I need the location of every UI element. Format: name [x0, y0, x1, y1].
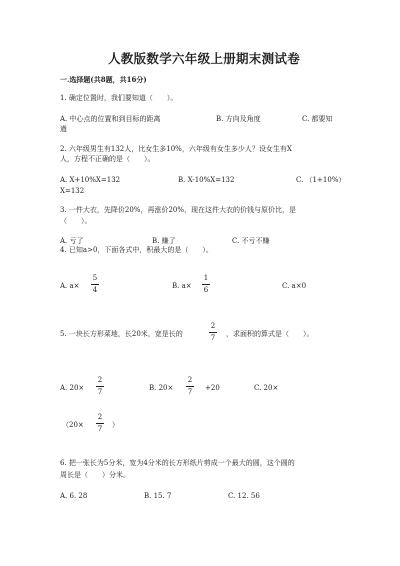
question-2-stem-line2: 人，方程不正确的是（ ）。	[60, 155, 155, 163]
fraction-bar	[91, 284, 99, 285]
question-4-option-a-fraction	[90, 275, 100, 294]
denominator: 7	[97, 388, 103, 396]
question-5-stem-end: ，求面积的算式是（ ）。	[226, 330, 314, 338]
question-5-option-c-fraction	[95, 414, 105, 433]
question-6-option-c: C. 12. 56	[228, 492, 260, 500]
page-title: 人教版数学六年级上册期末测试卷	[108, 51, 301, 66]
numerator: 2	[210, 322, 216, 330]
question-2-option-c-cont: X=132	[60, 187, 85, 195]
question-3-option-a: A. 亏了	[60, 237, 84, 245]
question-3-stem-line2: （ ）。	[60, 217, 92, 225]
question-4-option-c: C. a×0	[282, 282, 307, 290]
question-6-stem-line1: 6. 把一张长为5分米，宽为4分米的长方形纸片剪成一个最大的圆，这个圆的	[60, 459, 295, 467]
question-1-option-c: C. 都要知	[302, 115, 333, 123]
question-5-option-b: B. 20×	[149, 384, 174, 392]
question-1-option-b: B. 方向及角度	[216, 115, 261, 123]
fraction-bar	[186, 386, 194, 387]
question-2-option-b: B. X-10%X=132	[178, 176, 235, 184]
question-4-option-a: A. a×	[60, 282, 80, 290]
question-2-stem-line1: 2. 六年级男生有132人，比女生多10%，六年级有女生多少人？设女生有X	[60, 145, 292, 153]
question-5-option-b-fraction	[185, 377, 195, 396]
question-2-option-c: C. （1+10%）	[296, 176, 346, 184]
fraction-bar	[209, 332, 217, 333]
numerator: 5	[92, 274, 98, 282]
question-6-option-a: A. 6. 28	[60, 492, 88, 500]
question-1-option-a: A. 中心点的位置和到目标的距离	[60, 115, 161, 123]
question-1-option-a-cont: 遒	[60, 125, 67, 133]
fraction-bar	[96, 386, 104, 387]
question-4-option-b: B. a×	[172, 282, 192, 290]
question-5-stem: 5. 一块长方形菜地，长20米，宽是长的	[60, 330, 183, 338]
question-3-option-b: B. 赚了	[152, 237, 176, 245]
numerator: 2	[97, 376, 103, 384]
denominator: 7	[187, 388, 193, 396]
question-3-option-c: C. 不亏不赚	[232, 237, 270, 245]
question-5-option-a: A. 20×	[60, 384, 85, 392]
denominator: 6	[203, 286, 209, 294]
question-1-stem: 1. 确定位置时，我们要知道（ ）。	[60, 94, 178, 102]
numerator: 2	[187, 376, 193, 384]
denominator: 4	[92, 286, 98, 294]
numerator: 2	[97, 413, 103, 421]
question-5-option-a-fraction	[95, 377, 105, 396]
question-6-stem-line2: 周长是（ ）分米。	[60, 471, 130, 479]
question-5-option-c-suffix: ）	[112, 421, 119, 429]
question-5-option-c-cont: （20×	[62, 421, 84, 429]
question-3-stem-line1: 3. 一件大衣，先降价20%，再涨价20%，现在这件大衣的价钱与原价比，是	[60, 206, 297, 214]
denominator: 7	[97, 425, 103, 433]
numerator: 1	[203, 274, 209, 282]
question-5-option-c: C. 20×	[254, 384, 279, 392]
question-5-stem-fraction	[208, 323, 218, 342]
question-4-option-b-fraction	[201, 275, 211, 294]
question-4-stem: 4. 已知a>0，下面各式中，积最大的是（ ）。	[60, 246, 213, 254]
fraction-bar	[96, 423, 104, 424]
question-2-option-a: A. X+10%X=132	[60, 176, 121, 184]
fraction-bar	[202, 284, 210, 285]
section-heading: 一.选择题(共8题，共16分)	[60, 75, 147, 84]
question-6-option-b: B. 15. 7	[144, 492, 172, 500]
denominator: 7	[210, 334, 216, 342]
question-5-option-b-suffix: +20	[205, 384, 220, 392]
